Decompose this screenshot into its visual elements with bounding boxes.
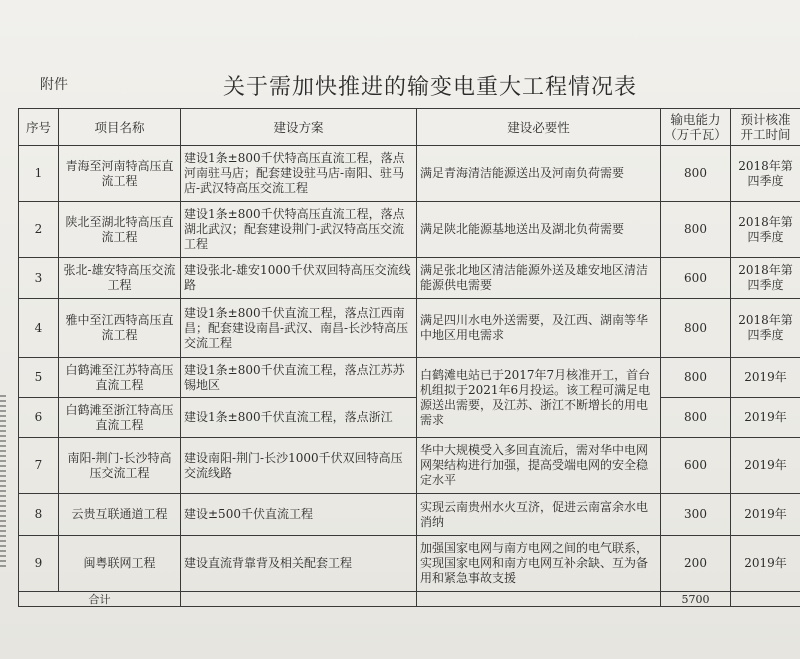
row-no: 2 xyxy=(19,202,59,258)
row-need-merged: 白鹤滩电站已于2017年7月核准开工，首台机组拟于2021年6月投运。该工程可满足电源送出需要，及江苏、浙江不断增长的用电需求 xyxy=(417,358,661,438)
col-header-capacity: 输电能力 （万千瓦） xyxy=(661,109,731,146)
table-row xyxy=(19,258,800,299)
projects-table xyxy=(18,108,800,607)
row-need: 满足青海清洁能源送出及河南负荷需要 xyxy=(417,146,661,202)
binding-holes xyxy=(0,395,6,570)
row-name: 陕北至湖北特高压直流工程 xyxy=(59,202,181,258)
row-no: 4 xyxy=(19,299,59,358)
total-empty-time xyxy=(731,592,800,607)
col-header-no: 序号 xyxy=(19,109,59,146)
row-need: 加强国家电网与南方电网之间的电气联系，实现国家电网和南方电网互补余缺、互为备用和紧急事故支援 xyxy=(417,536,661,592)
row-capacity: 300 xyxy=(661,494,731,536)
row-time: 2018年第四季度 xyxy=(731,202,800,258)
row-no: 3 xyxy=(19,258,59,299)
col-header-need: 建设必要性 xyxy=(417,109,661,146)
row-need: 满足陕北能源基地送出及湖北负荷需要 xyxy=(417,202,661,258)
table-row xyxy=(19,358,800,398)
row-no: 5 xyxy=(19,358,59,398)
row-plan: 建设1条±800千伏直流工程，落点江苏苏锡地区 xyxy=(181,358,417,398)
row-name: 闽粤联网工程 xyxy=(59,536,181,592)
row-plan: 建设1条±800千伏直流工程，落点浙江 xyxy=(181,398,417,438)
row-plan: 建设±500千伏直流工程 xyxy=(181,494,417,536)
row-time: 2018年第四季度 xyxy=(731,146,800,202)
row-time: 2019年 xyxy=(731,536,800,592)
row-name: 雅中至江西特高压直流工程 xyxy=(59,299,181,358)
row-need: 满足张北地区清洁能源外送及雄安地区清洁能源供电需要 xyxy=(417,258,661,299)
row-need: 实现云南贵州水火互济，促进云南富余水电消纳 xyxy=(417,494,661,536)
table-row xyxy=(19,536,800,592)
total-row xyxy=(19,592,800,607)
row-plan: 建设1条±800千伏特高压直流工程，落点河南驻马店；配套建设驻马店-南阳、驻马店-武汉特高压交流工程 xyxy=(181,146,417,202)
table-row xyxy=(19,146,800,202)
row-time: 2019年 xyxy=(731,494,800,536)
total-label: 合计 xyxy=(19,592,181,607)
table-row xyxy=(19,438,800,494)
row-no: 1 xyxy=(19,146,59,202)
row-capacity: 200 xyxy=(661,536,731,592)
table-row xyxy=(19,299,800,358)
row-plan: 建设1条±800千伏直流工程，落点江西南昌；配套建设南昌-武汉、南昌-长沙特高压交流工程 xyxy=(181,299,417,358)
row-capacity: 800 xyxy=(661,358,731,398)
row-capacity: 800 xyxy=(661,146,731,202)
row-plan: 建设直流背靠背及相关配套工程 xyxy=(181,536,417,592)
table-row xyxy=(19,494,800,536)
row-capacity: 800 xyxy=(661,398,731,438)
total-empty-plan xyxy=(181,592,417,607)
row-name: 青海至河南特高压直流工程 xyxy=(59,146,181,202)
row-time: 2018年第四季度 xyxy=(731,258,800,299)
row-time: 2019年 xyxy=(731,438,800,494)
row-name: 白鹤滩至浙江特高压直流工程 xyxy=(59,398,181,438)
col-header-plan: 建设方案 xyxy=(181,109,417,146)
row-no: 6 xyxy=(19,398,59,438)
row-name: 南阳-荆门-长沙特高压交流工程 xyxy=(59,438,181,494)
table-header-row xyxy=(19,109,800,146)
row-plan: 建设南阳-荆门-长沙1000千伏双回特高压交流线路 xyxy=(181,438,417,494)
row-capacity: 800 xyxy=(661,202,731,258)
table-row xyxy=(19,398,800,438)
row-time: 2019年 xyxy=(731,398,800,438)
col-header-name: 项目名称 xyxy=(59,109,181,146)
table-row xyxy=(19,202,800,258)
row-capacity: 800 xyxy=(661,299,731,358)
total-empty-need xyxy=(417,592,661,607)
row-name: 张北-雄安特高压交流工程 xyxy=(59,258,181,299)
row-capacity: 600 xyxy=(661,258,731,299)
row-time: 2018年第四季度 xyxy=(731,299,800,358)
row-plan: 建设1条±800千伏特高压直流工程，落点湖北武汉；配套建设荆门-武汉特高压交流工程 xyxy=(181,202,417,258)
row-no: 9 xyxy=(19,536,59,592)
row-capacity: 600 xyxy=(661,438,731,494)
row-name: 白鹤滩至江苏特高压直流工程 xyxy=(59,358,181,398)
total-value: 5700 xyxy=(661,592,731,607)
row-no: 7 xyxy=(19,438,59,494)
row-name: 云贵互联通道工程 xyxy=(59,494,181,536)
attachment-label: 附件 xyxy=(40,77,68,93)
document-title: 关于需加快推进的输变电重大工程情况表 xyxy=(222,75,637,100)
row-need: 满足四川水电外送需要，及江西、湖南等华中地区用电需求 xyxy=(417,299,661,358)
row-need: 华中大规模受入多回直流后，需对华中电网网架结构进行加强，提高受端电网的安全稳定水平 xyxy=(417,438,661,494)
row-plan: 建设张北-雄安1000千伏双回特高压交流线路 xyxy=(181,258,417,299)
row-no: 8 xyxy=(19,494,59,536)
row-time: 2019年 xyxy=(731,358,800,398)
col-header-time: 预计核准 开工时间 xyxy=(731,109,800,146)
